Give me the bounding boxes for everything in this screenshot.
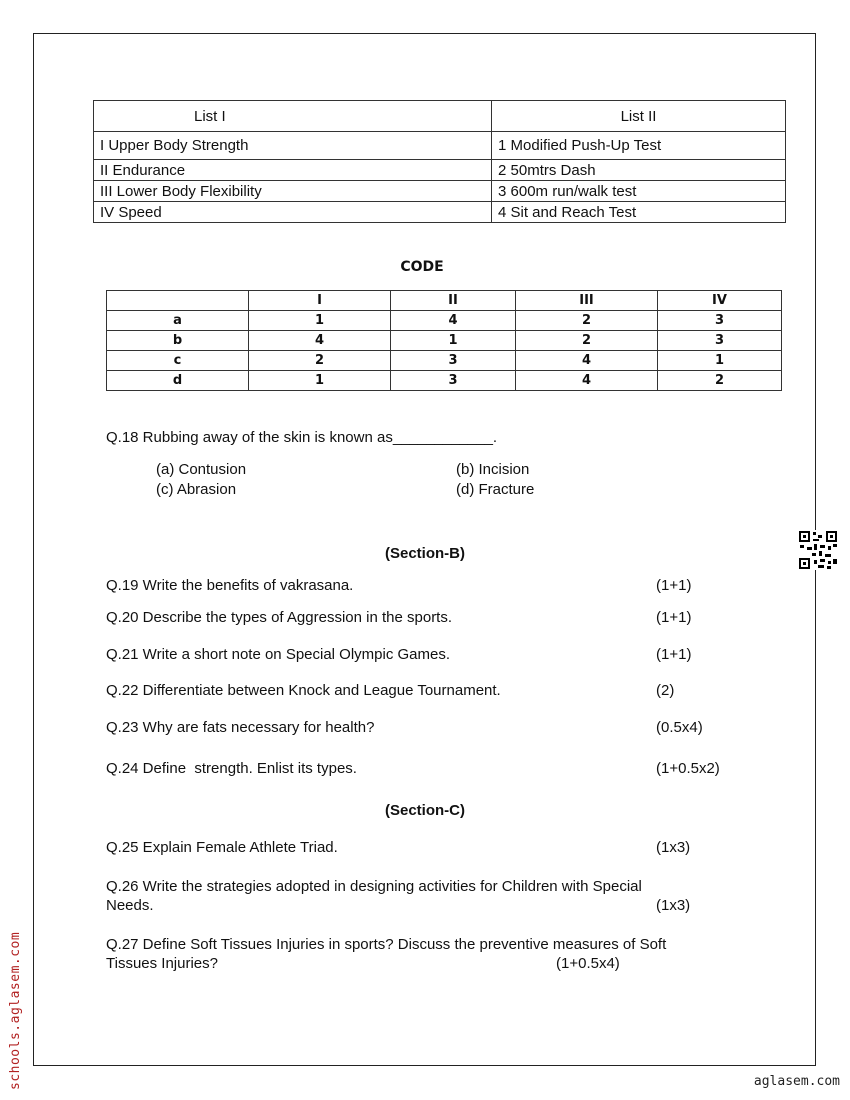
table-cell: 1: [658, 351, 782, 371]
table-cell: c: [107, 351, 249, 371]
marks-26: (1x3): [656, 897, 691, 914]
table-cell: 2: [516, 331, 658, 351]
table-cell: d: [107, 371, 249, 391]
table-row: [107, 311, 782, 331]
table-cell: 4: [516, 351, 658, 371]
table-row: [107, 331, 782, 351]
table-cell: 3: [391, 371, 516, 391]
code-title: CODE: [400, 259, 444, 275]
table-header-row: [94, 101, 786, 132]
table-cell: I Upper Body Strength: [94, 132, 492, 160]
table-cell: II: [391, 291, 516, 311]
list-i-header: List I: [94, 101, 492, 132]
question-27-line2: Tissues Injuries?: [106, 955, 218, 972]
table-cell: IV Speed: [94, 202, 492, 223]
table-row: [107, 371, 782, 391]
question-21: Q.21 Write a short note on Special Olympic Games.: [106, 646, 451, 663]
table-cell: 3: [658, 331, 782, 351]
table-cell: 2: [658, 371, 782, 391]
marks-27: (1+0.5x4): [556, 955, 620, 972]
table-cell: 1: [249, 311, 391, 331]
table-row: [94, 160, 786, 181]
question-22: Q.22 Differentiate between Knock and League Tournament.: [106, 682, 501, 699]
question-26-line2: Needs.: [106, 897, 154, 914]
table-cell: 4: [391, 311, 516, 331]
question-26-line1: Q.26 Write the strategies adopted in designing activities for Children with Special: [106, 878, 642, 895]
marks-19: (1+1): [656, 577, 692, 594]
marks-20: (1+1): [656, 609, 692, 626]
table-row: [94, 132, 786, 160]
table-cell: 4: [249, 331, 391, 351]
table-cell: 3: [658, 311, 782, 331]
section-b-title: (Section-B): [385, 545, 465, 562]
option-d: (d) Fracture: [456, 481, 535, 498]
option-a: (a) Contusion: [156, 461, 247, 478]
table-cell: 2 50mtrs Dash: [492, 160, 786, 181]
marks-24: (1+0.5x2): [656, 760, 720, 777]
list-matching-table: [93, 100, 786, 223]
question-23: Q.23 Why are fats necessary for health?: [106, 719, 375, 736]
table-cell: 4 Sit and Reach Test: [492, 202, 786, 223]
marks-21: (1+1): [656, 646, 692, 663]
table-cell: 3 600m run/walk test: [492, 181, 786, 202]
table-row: [107, 351, 782, 371]
question-20: Q.20 Describe the types of Aggression in the sports.: [106, 609, 453, 626]
question-24: Q.24 Define strength. Enlist its types.: [106, 760, 357, 777]
table-cell: 1 Modified Push-Up Test: [492, 132, 786, 160]
code-table: [106, 290, 782, 391]
option-c: (c) Abrasion: [156, 481, 237, 498]
table-header-row: [107, 291, 782, 311]
table-cell: II Endurance: [94, 160, 492, 181]
question-18: Q.18 Rubbing away of the skin is known as____________.: [106, 429, 498, 446]
table-row: [94, 202, 786, 223]
table-cell: 2: [249, 351, 391, 371]
table-cell: 4: [516, 371, 658, 391]
table-cell: I: [249, 291, 391, 311]
table-cell: [107, 291, 249, 311]
qr-code-icon: [798, 530, 838, 570]
table-cell: 3: [391, 351, 516, 371]
question-19: Q.19 Write the benefits of vakrasana.: [106, 577, 354, 594]
marks-25: (1x3): [656, 839, 691, 856]
table-cell: III Lower Body Flexibility: [94, 181, 492, 202]
side-watermark: schools.aglasem.com: [8, 931, 23, 1090]
table-cell: III: [516, 291, 658, 311]
table-cell: IV: [658, 291, 782, 311]
list-ii-header: List II: [492, 101, 786, 132]
table-cell: 1: [391, 331, 516, 351]
question-25: Q.25 Explain Female Athlete Triad.: [106, 839, 338, 856]
table-cell: 1: [249, 371, 391, 391]
marks-23: (0.5x4): [656, 719, 703, 736]
table-cell: b: [107, 331, 249, 351]
question-27-line1: Q.27 Define Soft Tissues Injuries in sports? Discuss the preventive measures of Soft: [106, 936, 667, 953]
section-c-title: (Section-C): [385, 802, 465, 819]
footer-watermark: aglasem.com: [753, 1074, 840, 1089]
option-b: (b) Incision: [456, 461, 530, 478]
table-cell: 2: [516, 311, 658, 331]
marks-22: (2): [656, 682, 675, 699]
table-cell: a: [107, 311, 249, 331]
table-row: [94, 181, 786, 202]
